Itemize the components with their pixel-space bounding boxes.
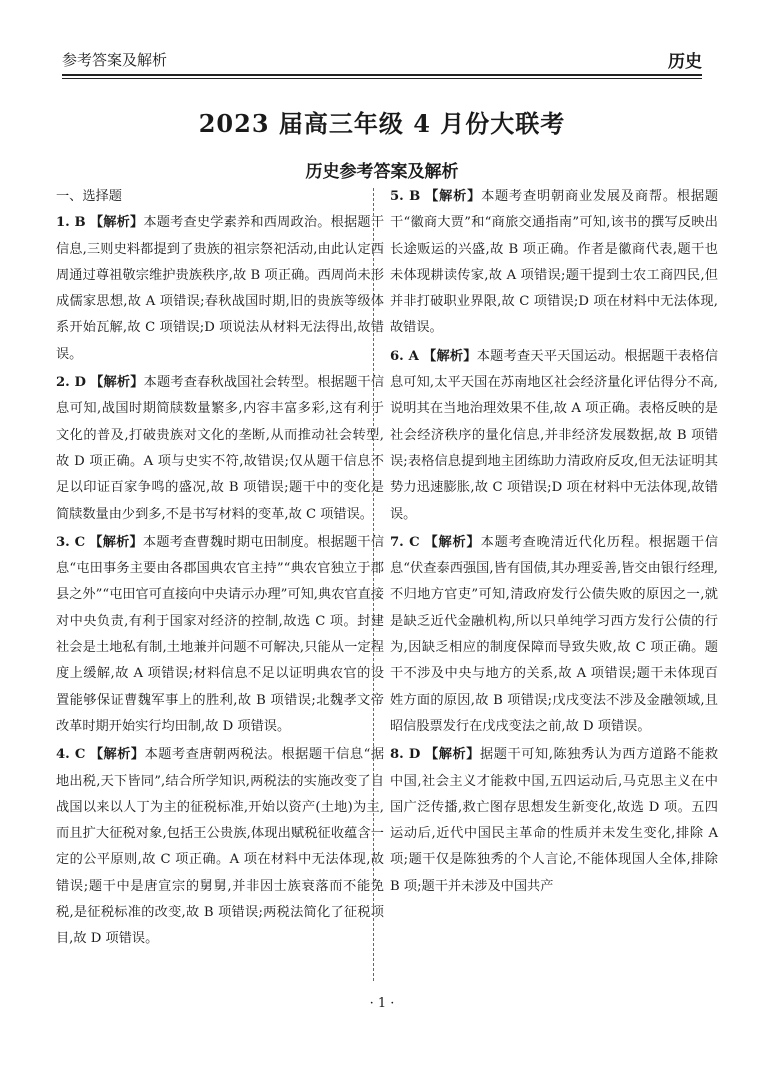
analysis-tag: 【解析】: [424, 747, 480, 763]
left-column: [56, 184, 384, 955]
item-label: 6. A: [390, 348, 419, 364]
answer-item-8: [390, 742, 718, 900]
item-text: 本题考查唐朝两税法。根据题干信息“据地出税,天下皆同”,结合所学知识,两税法的实施改变了自战国以来以人丁为主的征税标准,开始以资产(土地)为主,而且扩大征税对象,包括王公贵族,体现出赋税征收蕴含一定的公平原则,故 C 项正确。A 项在材料中无法体现,故错误;题干中是唐宣宗的舅舅,并非因士族衰落而不能免税,是征税标准的改变,故 B 项错误;两税法简化了征税项目,故 D 项错误。: [56, 747, 385, 947]
answer-item-6: [390, 344, 718, 528]
header-subject-label: 历史: [668, 52, 702, 72]
analysis-tag: 【解析】: [424, 189, 482, 204]
item-text: 本题考查天平天国运动。根据题干表格信息可知,太平天国在苏南地区社会经济量化评估得分不高,说明其在当地治理效果不佳,故 A 项正确。表格反映的是社会经济秩序的量化信息,并非经济发展数据,故 B 项错误;表格信息提到地主团练助力清政府反攻,但无法证明其势力迅速膨胀,故 C 项错误;D 项在材料中无法体现,故错误。: [390, 348, 719, 522]
section-heading: 一、选择题: [56, 189, 122, 204]
item-label: 3. C: [56, 534, 86, 550]
item-text: 本题考查明朝商业发展及商帮。根据题干“徽商大贾”和“商旅交通指南”可知,该书的撰写反映出长途贩运的兴盛,故 B 项正确。作者是徽商代表,题干也未体现耕读传家,故 A 项错误;题干提到士农工商四民,但并非打破职业界限,故 C 项错误;D 项在材料中无法体现,故错误。: [390, 189, 719, 336]
item-text: 本题考查曹魏时期屯田制度。根据题干信息“屯田事务主要由各郡国典农官主持”“典农官独立于郡县之外”“屯田官可直接向中央请示办理”可知,典农官直接对中央负责,有利于国家对经济的控制,故选 C 项。封建社会是土地私有制,土地兼并问题不可解决,只能从一定程度上缓解,故 A 项错误;材料信息不足以证明典农官的设置能够保证曹魏军事上的胜利,故 B 项错误;北魏孝文帝改革时期开始实行均田制,故 D 项错误。: [56, 534, 385, 734]
page-number: · 1 ·: [369, 996, 395, 1011]
right-column: [390, 184, 718, 902]
header-rule-thick: [62, 74, 702, 76]
item-text: 本题考查春秋战国社会转型。根据题干信息可知,战国时期简牍数量繁多,内容丰富多彩,这有利于文化的普及,打破贵族对文化的垄断,从而推动社会转型,故 D 项正确。A 项与史实不符,故错误;仅从题干信息不足以印证百家争鸣的盛况,故 B 项错误;题干中的变化是简牍数量由少到多,不是书写材料的变革,故 C 项错误。: [56, 375, 385, 522]
document-subtitle: 历史参考答案及解析: [305, 162, 459, 182]
answer-item-1: [56, 210, 384, 368]
answer-item-4: [56, 742, 384, 952]
analysis-tag: 【解析】: [89, 375, 144, 391]
item-label: 2. D: [56, 375, 86, 391]
page-header: [62, 46, 702, 74]
document-title: 2023 届高三年级 4 月份大联考: [198, 109, 566, 138]
item-label: 4. C: [56, 747, 86, 763]
analysis-tag: 【解析】: [423, 534, 481, 550]
answer-item-3: [56, 530, 384, 740]
analysis-tag: 【解析】: [89, 747, 145, 763]
item-text: 本题考查史学素养和西周政治。根据题干信息,三则史料都提到了贵族的祖宗祭祀活动,由此认定西周通过尊祖敬宗维护贵族秩序,故 B 项正确。西周尚未形成儒家思想,故 A 项错误;春秋战国时期,旧的贵族等级体系开始瓦解,故 C 项错误;D 项说法从材料无法得出,故错误。: [56, 215, 385, 362]
analysis-tag: 【解析】: [89, 534, 143, 550]
item-label: 7. C: [390, 534, 420, 550]
analysis-tag: 【解析】: [422, 348, 477, 364]
answer-item-7: [390, 530, 718, 740]
answer-item-5: [390, 184, 718, 342]
header-rule-thin: [62, 78, 702, 79]
column-divider: [373, 188, 374, 981]
item-text: 本题考查晚清近代化历程。根据题干信息“伏查泰西强国,皆有国债,其办理妥善,皆交由银行经理,不归地方官吏”可知,清政府发行公债失败的原因之一,就是缺乏近代金融机构,所以只单纯学习西方发行公债的行为,因缺乏相应的制度保障而导致失败,故 C 项正确。题干不涉及中央与地方的关系,故 A 项错误;题干未体现百姓方面的原因,故 B 项错误;戊戌变法不涉及金融领域,且昭信股票发行在戊戌变法之前,故 D 项错误。: [390, 534, 719, 734]
analysis-tag: 【解析】: [89, 215, 144, 231]
item-label: 8. D: [390, 747, 421, 763]
header-left-label: 参考答案及解析: [62, 51, 168, 69]
item-text: 据题干可知,陈独秀认为西方道路不能救中国,社会主义才能救中国,五四运动后,马克思主义在中国广泛传播,救亡图存思想发生新变化,故选 D 项。五四运动后,近代中国民主革命的性质并未发生变化,排除 A 项;题干仅是陈独秀的个人言论,不能体现国人全体,排除 B 项;题干并未涉及中国共产: [390, 747, 719, 894]
answer-item-2: [56, 370, 384, 528]
item-label: 5. B: [390, 189, 421, 204]
item-label: 1. B: [56, 215, 86, 231]
